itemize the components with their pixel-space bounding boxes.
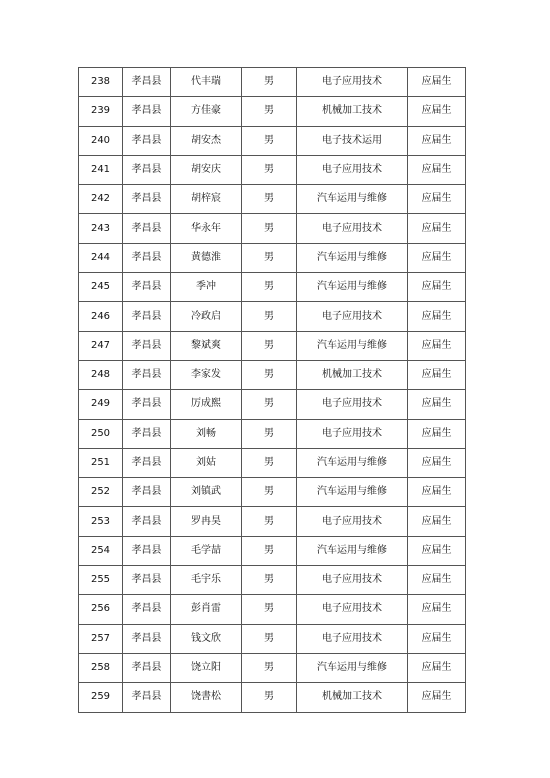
cell-name: 刘镇武 bbox=[171, 478, 242, 507]
cell-gender: 男 bbox=[242, 360, 297, 389]
cell-number: 256 bbox=[79, 595, 123, 624]
cell-number: 250 bbox=[79, 419, 123, 448]
cell-gender: 男 bbox=[242, 595, 297, 624]
cell-major: 机械加工技术 bbox=[297, 683, 408, 712]
cell-status: 应届生 bbox=[408, 243, 466, 272]
cell-status: 应届生 bbox=[408, 624, 466, 653]
cell-county: 孝昌县 bbox=[123, 273, 171, 302]
table-row bbox=[79, 126, 466, 155]
cell-gender: 男 bbox=[242, 507, 297, 536]
table-row bbox=[79, 68, 466, 97]
cell-major: 汽车运用与维修 bbox=[297, 243, 408, 272]
cell-number: 240 bbox=[79, 126, 123, 155]
cell-major: 汽车运用与维修 bbox=[297, 185, 408, 214]
table-row bbox=[79, 273, 466, 302]
table-row bbox=[79, 448, 466, 477]
student-roster-table bbox=[78, 67, 466, 713]
table-row bbox=[79, 214, 466, 243]
cell-status: 应届生 bbox=[408, 566, 466, 595]
table-row bbox=[79, 243, 466, 272]
table-row bbox=[79, 331, 466, 360]
cell-major: 汽车运用与维修 bbox=[297, 448, 408, 477]
cell-number: 253 bbox=[79, 507, 123, 536]
cell-major: 汽车运用与维修 bbox=[297, 478, 408, 507]
cell-number: 249 bbox=[79, 390, 123, 419]
cell-county: 孝昌县 bbox=[123, 214, 171, 243]
table-row bbox=[79, 185, 466, 214]
cell-number: 242 bbox=[79, 185, 123, 214]
cell-gender: 男 bbox=[242, 624, 297, 653]
cell-name: 黎斌爽 bbox=[171, 331, 242, 360]
cell-status: 应届生 bbox=[408, 536, 466, 565]
cell-gender: 男 bbox=[242, 536, 297, 565]
cell-major: 电子应用技术 bbox=[297, 624, 408, 653]
cell-name: 厉成熙 bbox=[171, 390, 242, 419]
cell-county: 孝昌县 bbox=[123, 536, 171, 565]
cell-major: 电子应用技术 bbox=[297, 390, 408, 419]
cell-name: 刘畅 bbox=[171, 419, 242, 448]
table-row bbox=[79, 624, 466, 653]
cell-gender: 男 bbox=[242, 68, 297, 97]
cell-name: 冷政启 bbox=[171, 302, 242, 331]
cell-name: 黄德淮 bbox=[171, 243, 242, 272]
cell-major: 电子应用技术 bbox=[297, 595, 408, 624]
cell-name: 胡梓宸 bbox=[171, 185, 242, 214]
cell-county: 孝昌县 bbox=[123, 390, 171, 419]
cell-status: 应届生 bbox=[408, 507, 466, 536]
table-row bbox=[79, 683, 466, 712]
cell-major: 汽车运用与维修 bbox=[297, 653, 408, 682]
cell-status: 应届生 bbox=[408, 683, 466, 712]
cell-major: 机械加工技术 bbox=[297, 360, 408, 389]
cell-county: 孝昌县 bbox=[123, 478, 171, 507]
cell-county: 孝昌县 bbox=[123, 243, 171, 272]
cell-name: 饶書松 bbox=[171, 683, 242, 712]
cell-status: 应届生 bbox=[408, 419, 466, 448]
cell-major: 电子技术运用 bbox=[297, 126, 408, 155]
cell-gender: 男 bbox=[242, 155, 297, 184]
cell-county: 孝昌县 bbox=[123, 595, 171, 624]
cell-status: 应届生 bbox=[408, 185, 466, 214]
cell-status: 应届生 bbox=[408, 126, 466, 155]
table-row bbox=[79, 653, 466, 682]
table-row bbox=[79, 566, 466, 595]
cell-name: 饶立阳 bbox=[171, 653, 242, 682]
cell-major: 机械加工技术 bbox=[297, 97, 408, 126]
table-row bbox=[79, 97, 466, 126]
cell-name: 毛宇乐 bbox=[171, 566, 242, 595]
cell-number: 243 bbox=[79, 214, 123, 243]
cell-status: 应届生 bbox=[408, 595, 466, 624]
cell-county: 孝昌县 bbox=[123, 360, 171, 389]
cell-name: 毛学喆 bbox=[171, 536, 242, 565]
cell-major: 电子应用技术 bbox=[297, 302, 408, 331]
table-row bbox=[79, 536, 466, 565]
cell-status: 应届生 bbox=[408, 331, 466, 360]
cell-major: 汽车运用与维修 bbox=[297, 273, 408, 302]
cell-county: 孝昌县 bbox=[123, 185, 171, 214]
cell-name: 季冲 bbox=[171, 273, 242, 302]
cell-number: 251 bbox=[79, 448, 123, 477]
cell-name: 罗冉昊 bbox=[171, 507, 242, 536]
cell-gender: 男 bbox=[242, 683, 297, 712]
table-row bbox=[79, 302, 466, 331]
cell-number: 259 bbox=[79, 683, 123, 712]
cell-status: 应届生 bbox=[408, 478, 466, 507]
cell-gender: 男 bbox=[242, 126, 297, 155]
cell-status: 应届生 bbox=[408, 448, 466, 477]
cell-major: 电子应用技术 bbox=[297, 155, 408, 184]
cell-county: 孝昌县 bbox=[123, 566, 171, 595]
cell-gender: 男 bbox=[242, 653, 297, 682]
cell-gender: 男 bbox=[242, 214, 297, 243]
cell-major: 电子应用技术 bbox=[297, 566, 408, 595]
cell-county: 孝昌县 bbox=[123, 97, 171, 126]
table-row bbox=[79, 595, 466, 624]
cell-county: 孝昌县 bbox=[123, 302, 171, 331]
cell-number: 248 bbox=[79, 360, 123, 389]
cell-status: 应届生 bbox=[408, 214, 466, 243]
cell-status: 应届生 bbox=[408, 390, 466, 419]
cell-gender: 男 bbox=[242, 97, 297, 126]
cell-gender: 男 bbox=[242, 243, 297, 272]
cell-name: 华永年 bbox=[171, 214, 242, 243]
cell-name: 方佳豪 bbox=[171, 97, 242, 126]
cell-county: 孝昌县 bbox=[123, 331, 171, 360]
cell-gender: 男 bbox=[242, 273, 297, 302]
cell-number: 247 bbox=[79, 331, 123, 360]
roster-body bbox=[79, 68, 466, 713]
cell-gender: 男 bbox=[242, 419, 297, 448]
cell-county: 孝昌县 bbox=[123, 419, 171, 448]
table-row bbox=[79, 360, 466, 389]
cell-number: 238 bbox=[79, 68, 123, 97]
cell-major: 电子应用技术 bbox=[297, 419, 408, 448]
cell-gender: 男 bbox=[242, 448, 297, 477]
cell-name: 李家发 bbox=[171, 360, 242, 389]
cell-number: 257 bbox=[79, 624, 123, 653]
cell-gender: 男 bbox=[242, 331, 297, 360]
cell-major: 汽车运用与维修 bbox=[297, 331, 408, 360]
table-row bbox=[79, 390, 466, 419]
cell-status: 应届生 bbox=[408, 360, 466, 389]
cell-status: 应届生 bbox=[408, 273, 466, 302]
cell-name: 彭肖雷 bbox=[171, 595, 242, 624]
cell-number: 246 bbox=[79, 302, 123, 331]
cell-major: 电子应用技术 bbox=[297, 214, 408, 243]
cell-number: 245 bbox=[79, 273, 123, 302]
cell-name: 代丰瑞 bbox=[171, 68, 242, 97]
cell-status: 应届生 bbox=[408, 302, 466, 331]
cell-number: 258 bbox=[79, 653, 123, 682]
cell-county: 孝昌县 bbox=[123, 683, 171, 712]
cell-number: 255 bbox=[79, 566, 123, 595]
table-row bbox=[79, 419, 466, 448]
cell-gender: 男 bbox=[242, 185, 297, 214]
cell-status: 应届生 bbox=[408, 155, 466, 184]
cell-county: 孝昌县 bbox=[123, 68, 171, 97]
cell-gender: 男 bbox=[242, 478, 297, 507]
table-row bbox=[79, 478, 466, 507]
cell-major: 电子应用技术 bbox=[297, 507, 408, 536]
cell-county: 孝昌县 bbox=[123, 126, 171, 155]
cell-county: 孝昌县 bbox=[123, 507, 171, 536]
cell-name: 胡安杰 bbox=[171, 126, 242, 155]
cell-status: 应届生 bbox=[408, 97, 466, 126]
cell-status: 应届生 bbox=[408, 68, 466, 97]
cell-number: 241 bbox=[79, 155, 123, 184]
cell-number: 252 bbox=[79, 478, 123, 507]
cell-county: 孝昌县 bbox=[123, 624, 171, 653]
cell-status: 应届生 bbox=[408, 653, 466, 682]
cell-gender: 男 bbox=[242, 302, 297, 331]
cell-gender: 男 bbox=[242, 390, 297, 419]
cell-name: 胡安庆 bbox=[171, 155, 242, 184]
cell-number: 254 bbox=[79, 536, 123, 565]
cell-gender: 男 bbox=[242, 566, 297, 595]
cell-county: 孝昌县 bbox=[123, 448, 171, 477]
table-row bbox=[79, 155, 466, 184]
cell-major: 电子应用技术 bbox=[297, 68, 408, 97]
cell-county: 孝昌县 bbox=[123, 653, 171, 682]
cell-major: 汽车运用与维修 bbox=[297, 536, 408, 565]
cell-name: 刘姑 bbox=[171, 448, 242, 477]
cell-number: 244 bbox=[79, 243, 123, 272]
table-row bbox=[79, 507, 466, 536]
cell-number: 239 bbox=[79, 97, 123, 126]
cell-county: 孝昌县 bbox=[123, 155, 171, 184]
cell-name: 钱文欣 bbox=[171, 624, 242, 653]
